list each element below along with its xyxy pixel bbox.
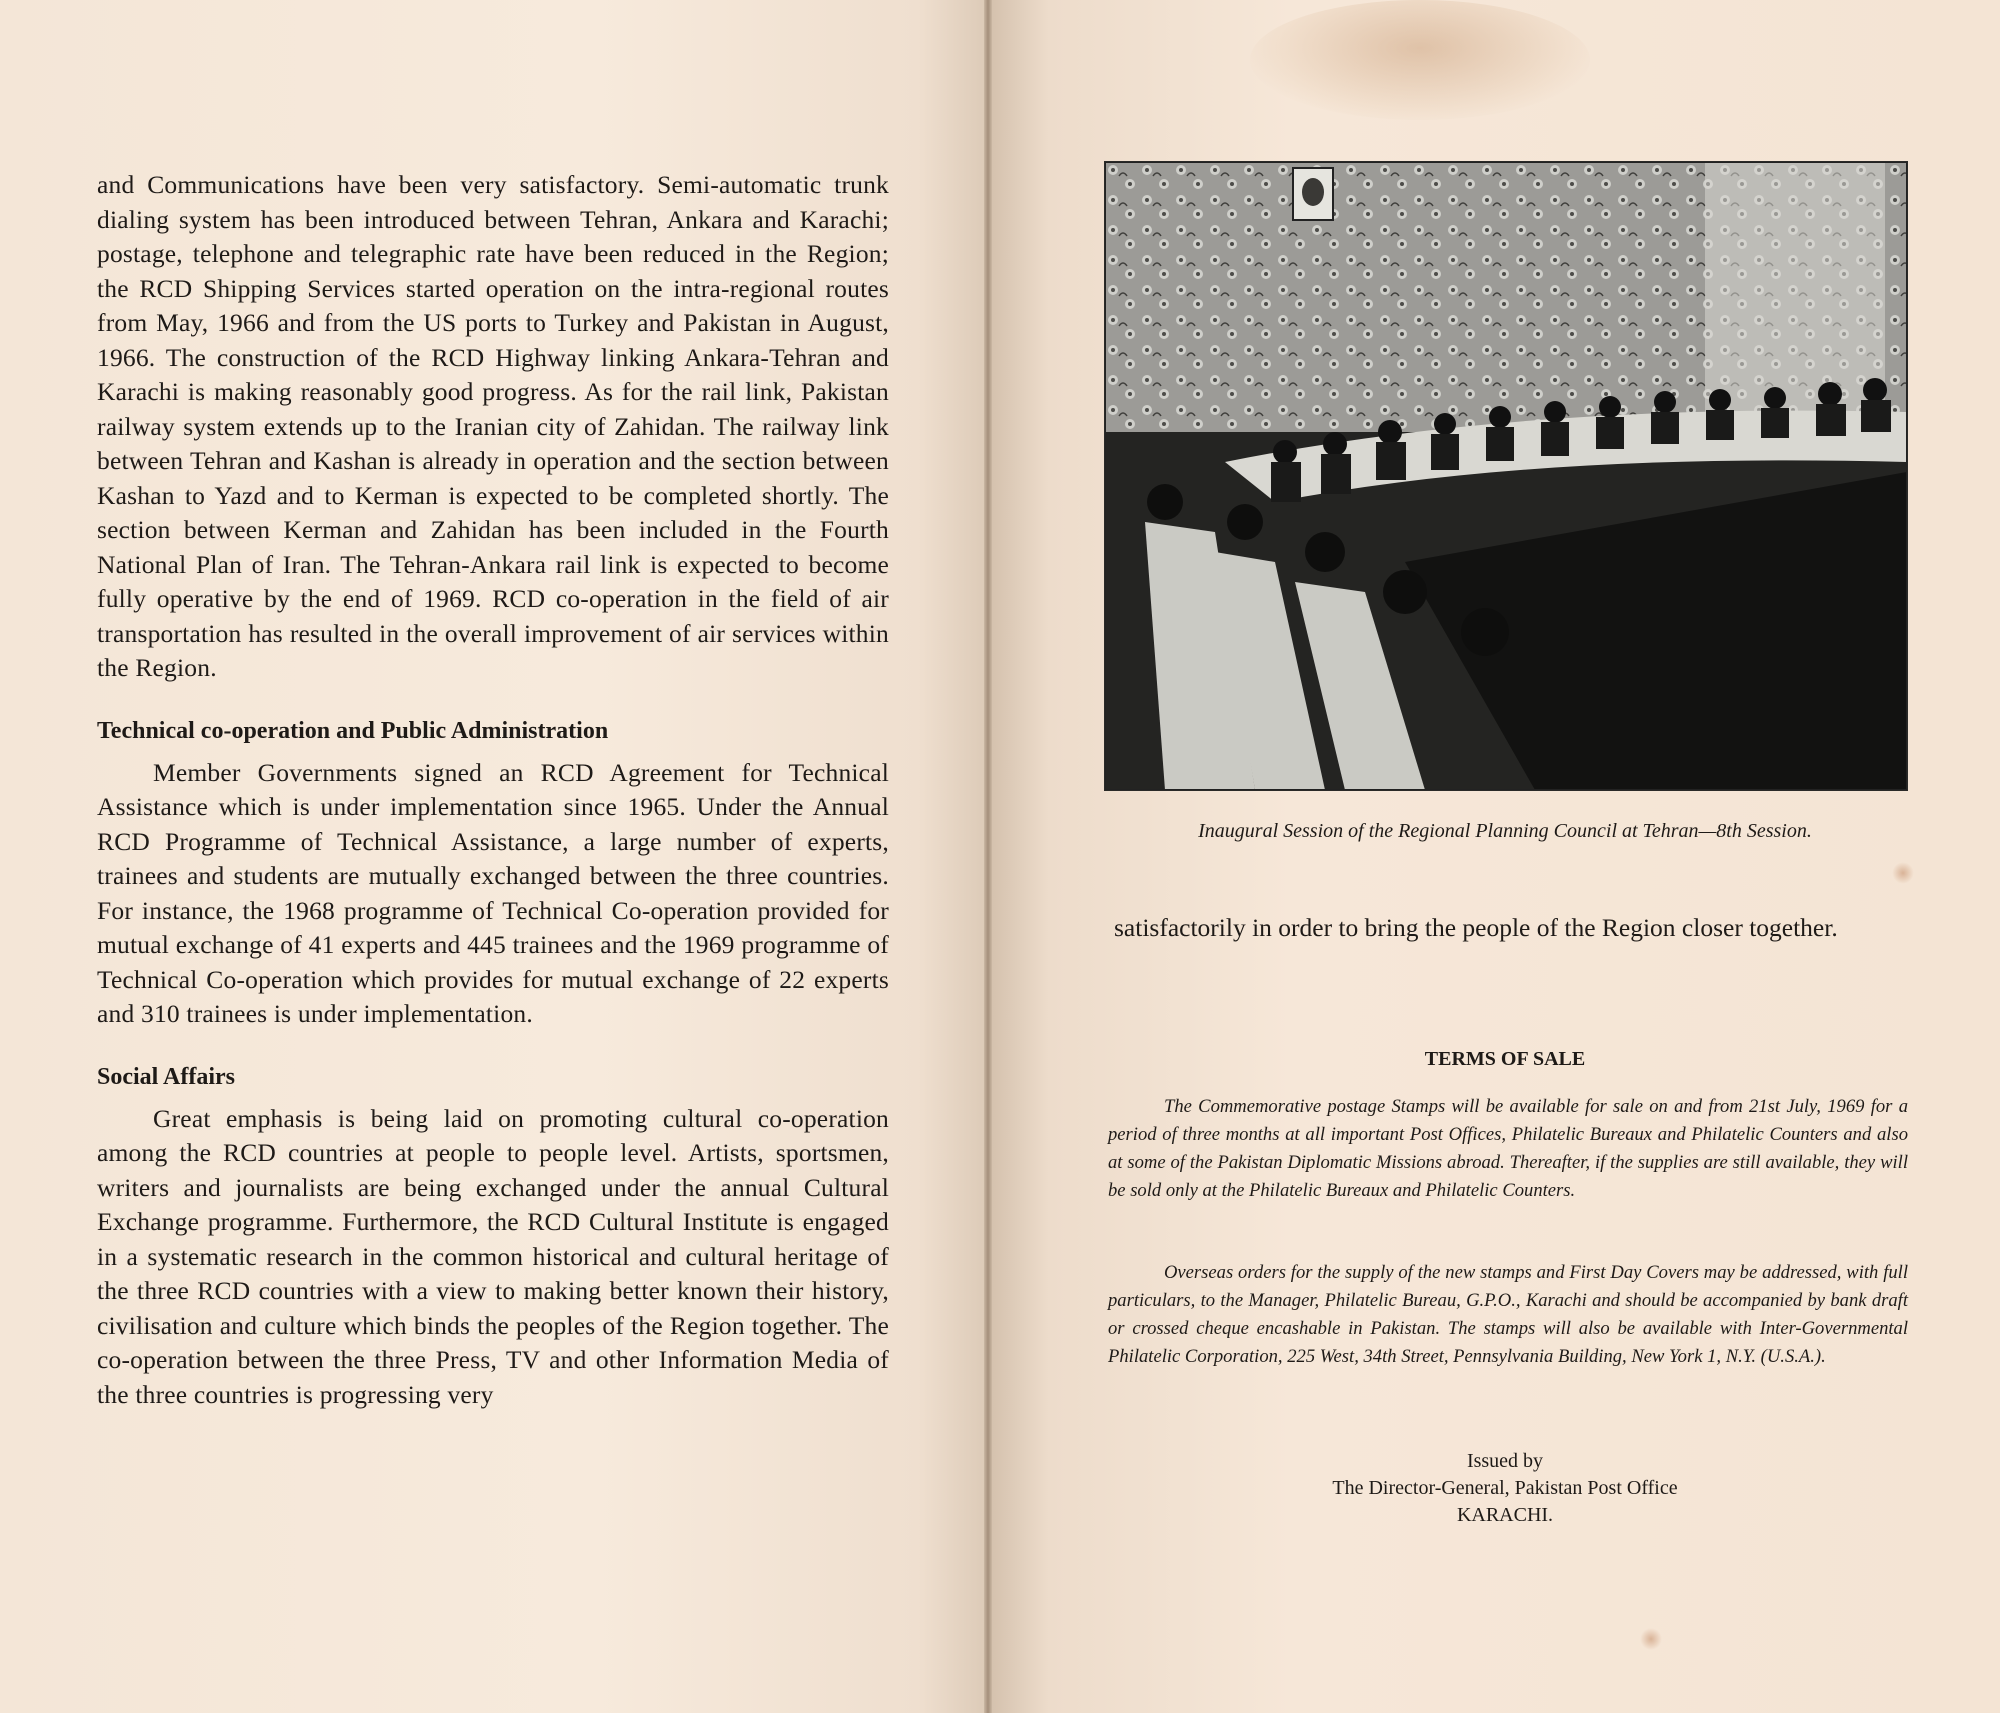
- issuer-city-line: KARACHI.: [1456, 1504, 1554, 1526]
- meeting-photo-image: [1105, 162, 1907, 790]
- meeting-photograph: [1104, 161, 1908, 791]
- left-text-column: [97, 168, 889, 1412]
- social-affairs-heading: Social Affairs: [97, 1063, 235, 1090]
- technical-cooperation-heading: Technical co-operation and Public Administration: [97, 717, 609, 744]
- intro-paragraph: and Communications have been very satisfactory. Semi-automatic trunk dialing system has been introduced between Tehran, Ankara and Karachi; postage, telephone and telegraphic rate have been reduced in the Region; the RCD Shipping Services started operation on the intra-regional routes from May, 1966 and from the US ports to Turkey and Pakistan in August, 1966. The construction of the RCD Highway linking Ankara-Tehran and Karachi is making reasonably good progress. As for the rail link, Pakistan railway system extends up to the Iranian city of Zahidan. The railway link between Tehran and Kashan is already in operation and the section between Kashan to Yazd and to Kerman is expected to be completed shortly. The section between Kerman and Zahidan has been included in the Fourth National Plan of Iran. The Tehran-Ankara rail link is expected to become fully operative by the end of 1969. RCD co-operation in the field of air transportation has resulted in the overall improvement of air services within the Region.: [97, 170, 889, 682]
- issuer-title-line: The Director-General, Pakistan Post Office: [1332, 1477, 1678, 1499]
- issued-by-line: Issued by: [1466, 1450, 1544, 1472]
- terms-of-sale-heading: TERMS OF SALE: [1424, 1048, 1586, 1070]
- foxing-spot: [1640, 1628, 1662, 1650]
- continuation-paragraph: satisfactorily in order to bring the people of the Region closer together.: [1114, 913, 1838, 942]
- terms-paragraph-overseas-orders: Overseas orders for the supply of the new stamps and First Day Covers may be addressed, with full particulars, to the Manager, Philatelic Bureau, G.P.O., Karachi and should be accompanied by bank draft or crossed cheque encashable in Pakistan. The stamps will also be available with Inter-Governmental Philatelic Corporation, 225 West, 34th Street, Pennsylvania Building, New York 1, N.Y. (U.S.A.).: [1108, 1262, 1908, 1367]
- paper-stain: [1250, 0, 1590, 120]
- photo-caption: Inaugural Session of the Regional Planning Council at Tehran—8th Session.: [1198, 820, 1812, 842]
- social-affairs-paragraph: Great emphasis is being laid on promoting cultural co-operation among the RCD countries at people to people level. Artists, sportsmen, writers and journalists are being exchanged under the annual Cultural Exchange programme. Furthermore, the RCD Cultural Institute is engaged in a systematic research in the common historical and cultural heritage of the three RCD countries with a view to making better known their history, civilisation and culture which binds the peoples of the Region together. The co-operation between the three Press, TV and other Information Media of the three countries is progressing very: [97, 1103, 889, 1409]
- foxing-spot: [1892, 862, 1914, 884]
- terms-paragraph-availability: The Commemorative postage Stamps will be available for sale on and from 21st July, 1969 for a period of three months at all important Post Offices, Philatelic Bureaux and Philatelic Counters and also at some of the Pakistan Diplomatic Missions abroad. Thereafter, if the supplies are still available, they will be sold only at the Philatelic Bureaux and Philatelic Counters.: [1108, 1096, 1908, 1201]
- left-page: [0, 0, 988, 1713]
- technical-cooperation-paragraph: Member Governments signed an RCD Agreement for Technical Assistance which is under implementation since 1965. Under the Annual RCD Programme of Technical Assistance, a large number of experts, trainees and students are mutually exchanged between the three countries. For instance, the 1968 programme of Technical Co-operation provided for mutual exchange of 41 experts and 445 trainees and the 1969 programme of Technical Co-operation which provides for mutual exchange of 22 experts and 310 trainees is under implementation.: [97, 757, 889, 1028]
- issuer-block: [1104, 1448, 1906, 1529]
- page-gutter: [984, 0, 992, 1713]
